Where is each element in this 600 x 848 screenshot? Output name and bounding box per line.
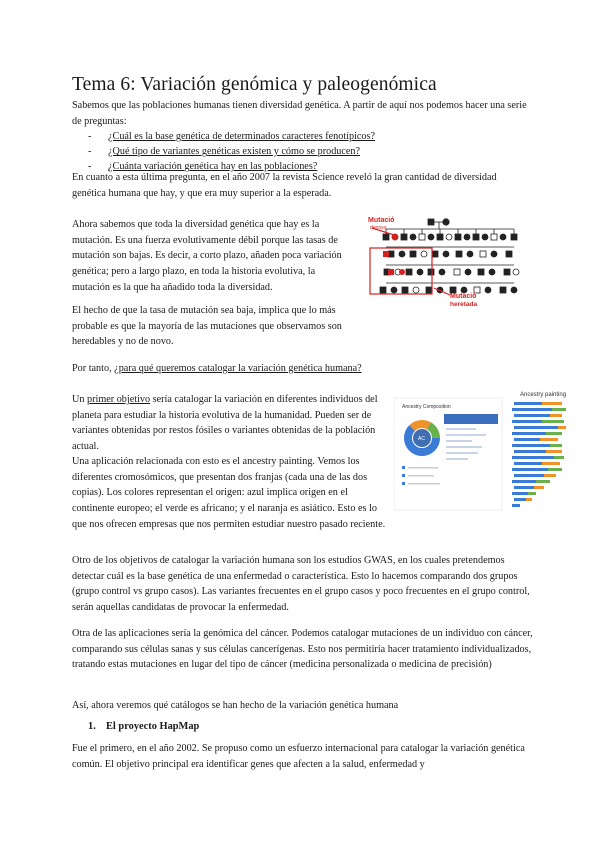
ancestry-figure (394, 388, 584, 518)
question-item: - ¿Qué tipo de variantes genéticas existen y cómo se producen? (88, 144, 375, 159)
question-item: - ¿Cuál es la base genética de determinados caracteres fenotípicos? (88, 129, 375, 144)
question-paragraph: Por tanto, ¿para qué queremos catalogar la variación genética humana? (72, 363, 362, 374)
objective-paragraph: Un primer objetivo sería catalogar la variación en diferentes individuos del planeta para estudiar la historia evolutiva de la humanidad. Pueden ser de variantes obtenidas por restos fósiles o variantes obtenidas de la población actual. (72, 394, 378, 453)
hapmap-paragraph: Fue el primero, en el año 2002. Se propuso como un esfuerzo internacional para catalogar la variación genética común. El objetivo principal era identificar genes que afecten a la salud, enfermedad y (72, 743, 525, 770)
section-heading: 1. El proyecto HapMap (88, 721, 200, 732)
diversity-paragraph: Ahora sabemos que toda la diversidad genética que hay es la mutación. Es una fuerza evolutivamente débil porque las tasas de mutación son bajas. Es decir, a corto plazo, añaden poca variación genética; pero a largo plazo, en toda la historia evolutiva, la mutación es la que ha añadido toda la diversidad. (72, 219, 342, 293)
mutation-rate-paragraph: El hecho de que la tasa de mutación sea baja, implica que lo más probable es que la mayoría de las mutaciones que observamos son heredables y no de novo. (72, 305, 342, 348)
intro-paragraph: Sabemos que las poblaciones humanas tienen diversidad genética. A partir de aquí nos podemos hacer una serie de preguntas: (72, 100, 527, 127)
ancestry-painting-title: Ancestry painting (520, 392, 567, 398)
gwas-paragraph: Otro de los objetivos de catalogar la variación humana son los estudios GWAS, en los cuales pretendemos detectar cuál es la base genética de una enfermedad o característica. Esto lo hacemos comparando dos grupos (grupo control vs grupo casos). Las variantes frecuentes en el grupo casos y poco frecuentes en el grupo control, serán aquellas candidatas de provocar la enfermedad. (72, 555, 530, 614)
pedigree-figure (364, 213, 524, 311)
science-paragraph: En cuanto a esta última pregunta, en el año 2007 la revista Science reveló la gran cantidad de diversidad genética humana que hay, y que era muy superior a la esperada. (72, 172, 497, 199)
question-item: - ¿Cuánta variación genética hay en las poblaciones? (88, 159, 375, 174)
ancestry-paragraph: Una aplicación relacionada con esto es el ancestry painting. Vemos los diferentes cromosómicos, que presentan dos franjas (cada una de las dos copias). Los colores representan el origen: azul implica origen en el continente europeo; el verde es africano; y el naranja es asiático. Esto es lo que nos ofrecen empresas que nos permiten estudiar nuestro pasado reciente. (72, 456, 386, 530)
catalogs-paragraph: Así, ahora veremos qué catálogos se han hecho de la variación genética humana (72, 700, 399, 711)
svg-text:AC: AC (418, 436, 425, 442)
question-list (88, 129, 375, 175)
label-novo-2: denovo (370, 225, 387, 231)
cancer-paragraph: Otra de las aplicaciones sería la genómica del cáncer. Podemos catalogar mutaciones de un individuo con cáncer, comparando sus células sanas y sus células cancerígenas. Esto nos permitiría hacer tratamiento individualizados, tratando estas mutaciones en lugar del tipo de cáncer (medicina personalizada o medicina de precisión) (72, 628, 533, 671)
page-title: Tema 6: Variación genómica y paleogenómica (72, 74, 437, 95)
label-heretada-2: heretada (450, 301, 478, 308)
ancestry-panel-title: Ancestry Composition (402, 404, 451, 410)
label-novo-1: Mutació (368, 217, 395, 224)
label-heretada-1: Mutació (450, 293, 477, 300)
